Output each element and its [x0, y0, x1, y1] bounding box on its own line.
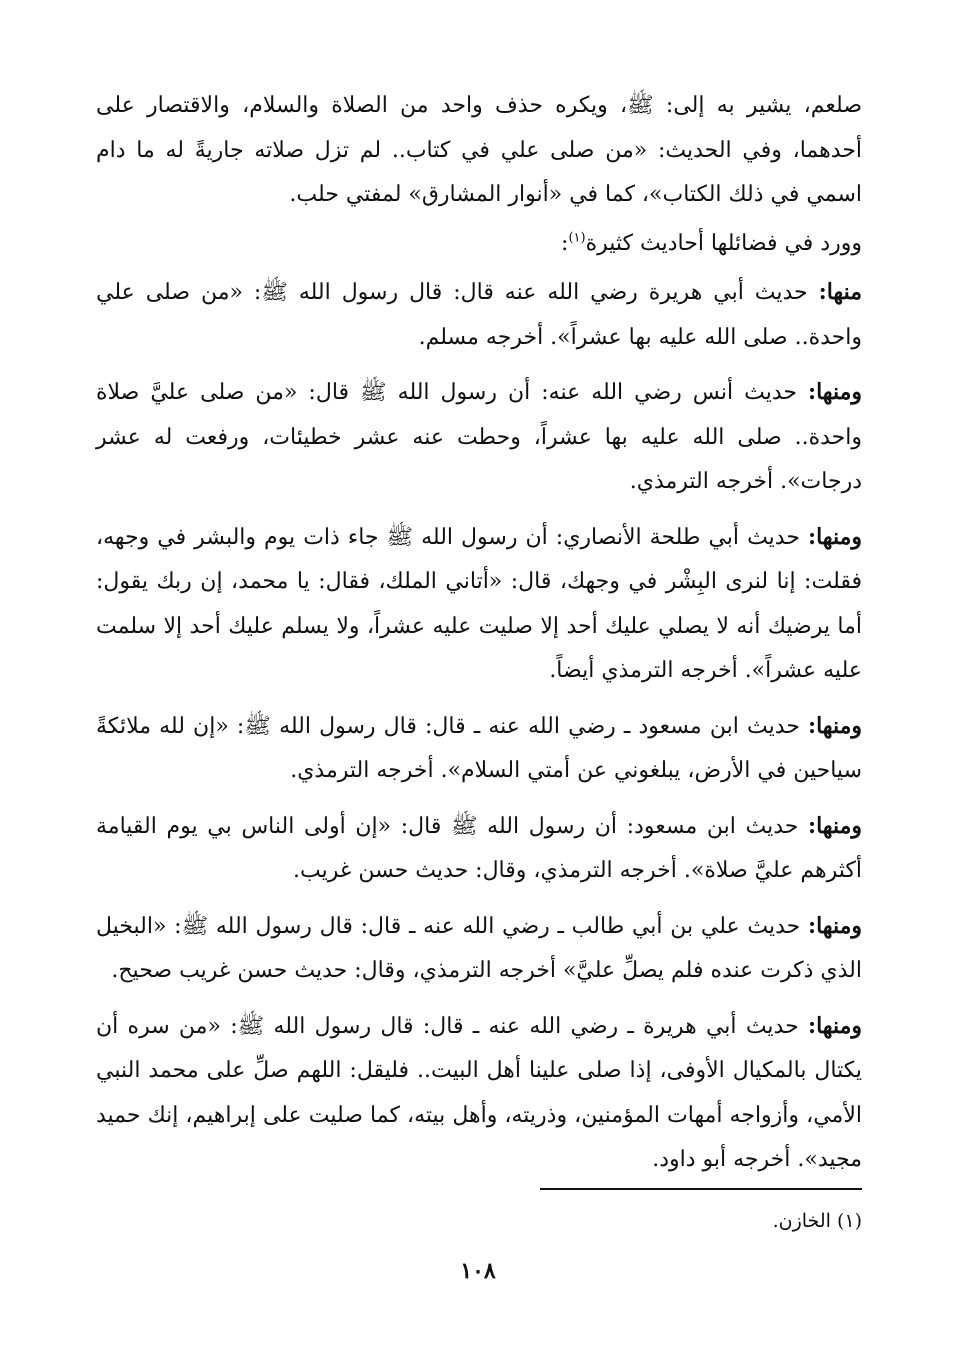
footnote: [773, 1206, 862, 1236]
hadith-text: حديث ابن مسعود ـ رضي الله عنه ـ قال: قال رسول الله ﷺ: «إن لله ملائكةً سياحين في الأرض، يبلغوني عن أمتي السلام». أخرجه الترمذي.: [96, 713, 862, 783]
hadith-text: حديث أنس رضي الله عنه: أن رسول الله ﷺ قال: «من صلى عليَّ صلاة واحدة.. صلى الله عليه بها عشراً، وحطت عنه عشر خطيئات، ورفعت له عشر درجات». أخرجه الترمذي.: [96, 380, 862, 494]
hadith-paragraph: [96, 1004, 862, 1183]
hadith-lead: منها:: [818, 279, 862, 305]
footnote-reference[interactable]: (١): [568, 230, 586, 246]
hadith-lead: ومنها:: [807, 1012, 862, 1039]
paragraph-virtues-intro: [96, 222, 862, 267]
hadith-paragraph: [96, 370, 862, 505]
paragraph-text: صلعم، يشير به إلى: ﷺ، ويكره حذف واحد من الصلاة والسلام، والاقتصار على أحدهما، وفي الحديث: «من صلى علي في كتاب.. لم تزل صلاته جاريةً له ما دام اسمي في ذلك الكتاب»، كما في «أنوار المشارق» لمفتي حلب.: [96, 93, 862, 207]
hadith-paragraph: [96, 270, 862, 360]
hadith-paragraph: [96, 515, 862, 694]
page-body: [96, 84, 862, 1193]
hadith-text: حديث أبي طلحة الأنصاري: أن رسول الله ﷺ جاء ذات يوم والبشر في وجهه، فقلت: إنا لنرى البِشْر في وجهك، قال: «أتاني الملك، فقال: يا محمد، إن ربك يقول: أما يرضيك أنه لا يصلي عليك أحد إلا صليت عليه عشراً، ولا يسلم عليك أحد إلا سلمت عليه عشراً». أخرجه الترمذي أيضاً.: [96, 524, 862, 683]
paragraph-intro: [96, 84, 862, 218]
hadith-lead: ومنها:: [807, 379, 862, 405]
hadith-text: حديث ابن مسعود: أن رسول الله ﷺ قال: «إن أولى الناس بي يوم القيامة أكثرهم عليَّ صلاة». أخرجه الترمذي، وقال: حديث حسن غريب.: [96, 813, 862, 883]
footnote-text: الخازن.: [772, 1210, 831, 1232]
footnote-marker: (١): [836, 1210, 862, 1232]
paragraph-tail: :: [561, 230, 569, 256]
hadith-lead: ومنها:: [807, 912, 862, 939]
hadith-text: حديث أبي هريرة ـ رضي الله عنه ـ قال: قال رسول الله ﷺ: «من سره أن يكتال بالمكيال الأوفى، إذا صلى علينا أهل البيت.. فليقل: اللهم صلِّ على محمد النبي الأمي، وأزواجه أمهات المؤمنين، وذريته، وأهل بيته، كما صليت على إبراهيم، إنك حميد مجيد». أخرجه أبو داود.: [96, 1013, 862, 1172]
hadith-paragraph: [96, 904, 862, 994]
hadith-text: حديث علي بن أبي طالب ـ رضي الله عنه ـ قال: قال رسول الله ﷺ: «البخيل الذي ذكرت عنده فلم يصلِّ عليَّ» أخرجه الترمذي، وقال: حديث حسن غريب صحيح.: [96, 913, 862, 983]
paragraph-text: وورد في فضائلها أحاديث كثيرة: [585, 230, 862, 256]
hadith-lead: ومنها:: [807, 812, 862, 839]
hadith-lead: ومنها:: [807, 712, 862, 739]
footnote-divider: [540, 1188, 862, 1190]
hadith-paragraph: [96, 704, 862, 794]
hadith-lead: ومنها:: [807, 523, 862, 550]
hadith-paragraph: [96, 804, 862, 894]
page-number: ١٠٨: [460, 1258, 496, 1284]
hadith-text: حديث أبي هريرة رضي الله عنه قال: قال رسول الله ﷺ: «من صلى علي واحدة.. صلى الله عليه بها عشراً». أخرجه مسلم.: [96, 280, 862, 350]
